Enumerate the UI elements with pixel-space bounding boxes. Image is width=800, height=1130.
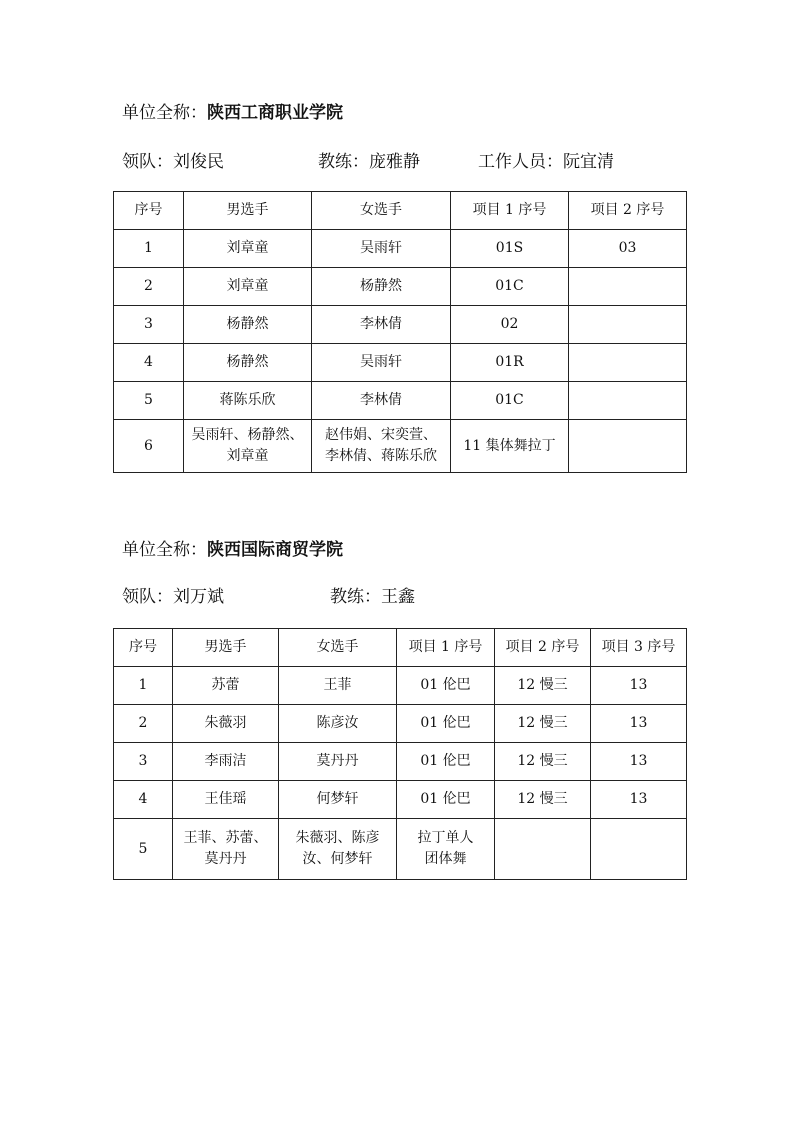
table-cell: 12 慢三 (495, 781, 591, 819)
table-cell: 12 慢三 (495, 743, 591, 781)
table-cell: 赵伟娟、宋奕萱、 李林倩、蒋陈乐欣 (312, 420, 451, 473)
table-cell: 何梦轩 (279, 781, 397, 819)
unit-name: 陕西工商职业学院 (207, 103, 343, 123)
header-cell: 项目 2 序号 (569, 192, 687, 230)
table-cell: 朱薇羽、陈彦 汝、何梦轩 (279, 819, 397, 880)
table-cell: 01C (451, 268, 569, 306)
table-cell: 12 慢三 (495, 705, 591, 743)
table-cell: 01C (451, 382, 569, 420)
unit-line-2 (122, 535, 343, 560)
table-cell: 王佳瑶 (173, 781, 279, 819)
table-cell: 陈彦汝 (279, 705, 397, 743)
table-cell: 01 伦巴 (397, 781, 495, 819)
table-cell: 蒋陈乐欣 (184, 382, 312, 420)
header-cell: 项目 1 序号 (451, 192, 569, 230)
table-cell: 01 伦巴 (397, 743, 495, 781)
header-cell: 女选手 (279, 629, 397, 667)
table-cell: 4 (114, 781, 173, 819)
table-cell (495, 819, 591, 880)
table-cell (569, 382, 687, 420)
table-cell: 1 (114, 667, 173, 705)
table-cell: 4 (114, 344, 184, 382)
leader: 领队：刘万斌 (122, 587, 224, 607)
roster-table-1 (113, 191, 687, 473)
table-cell: 3 (114, 306, 184, 344)
unit-name: 陕西国际商贸学院 (207, 540, 343, 560)
header-cell: 序号 (114, 192, 184, 230)
leader: 领队：刘俊民 (122, 152, 224, 172)
unit-line-1 (122, 98, 343, 123)
table-cell (569, 420, 687, 473)
table-cell (569, 344, 687, 382)
table-cell: 李林倩 (312, 382, 451, 420)
table-cell: 刘章童 (184, 268, 312, 306)
staff: 工作人员：阮宜清 (478, 152, 614, 172)
table-cell: 吴雨轩、杨静然、 刘章童 (184, 420, 312, 473)
roster-table-2 (113, 628, 687, 880)
table-cell: 李林倩 (312, 306, 451, 344)
table-cell: 吴雨轩 (312, 344, 451, 382)
table-cell: 12 慢三 (495, 667, 591, 705)
unit-label: 单位全称： (122, 540, 207, 560)
table-cell: 李雨洁 (173, 743, 279, 781)
table-row (114, 705, 687, 743)
table-cell: 杨静然 (184, 344, 312, 382)
table-header-row (114, 629, 687, 667)
table-cell (569, 306, 687, 344)
table-cell: 2 (114, 268, 184, 306)
table-cell: 02 (451, 306, 569, 344)
header-cell: 男选手 (173, 629, 279, 667)
table-cell (591, 819, 687, 880)
coach: 教练：庞雅静 (318, 152, 420, 172)
header-cell: 项目 1 序号 (397, 629, 495, 667)
table-cell: 13 (591, 781, 687, 819)
table-cell: 1 (114, 230, 184, 268)
table-cell: 苏蕾 (173, 667, 279, 705)
table-cell: 01 伦巴 (397, 705, 495, 743)
table-cell: 13 (591, 743, 687, 781)
table-cell: 13 (591, 705, 687, 743)
header-cell: 项目 2 序号 (495, 629, 591, 667)
table-cell: 01R (451, 344, 569, 382)
table-header-row (114, 192, 687, 230)
header-cell: 序号 (114, 629, 173, 667)
table-row (114, 667, 687, 705)
table-cell: 杨静然 (184, 306, 312, 344)
header-cell: 男选手 (184, 192, 312, 230)
header-cell: 女选手 (312, 192, 451, 230)
table-cell: 01 伦巴 (397, 667, 495, 705)
table-cell: 2 (114, 705, 173, 743)
table-cell: 刘章童 (184, 230, 312, 268)
coach: 教练：王鑫 (330, 587, 415, 607)
unit-label: 单位全称： (122, 103, 207, 123)
table-row (114, 819, 687, 880)
table-cell: 王菲 (279, 667, 397, 705)
table-cell (569, 268, 687, 306)
table-row (114, 382, 687, 420)
table-cell: 王菲、苏蕾、 莫丹丹 (173, 819, 279, 880)
table-cell: 01S (451, 230, 569, 268)
table-cell: 5 (114, 819, 173, 880)
table-row (114, 306, 687, 344)
table-row (114, 344, 687, 382)
table-cell: 13 (591, 667, 687, 705)
table-row (114, 743, 687, 781)
table-cell: 拉丁单人 团体舞 (397, 819, 495, 880)
table-cell: 03 (569, 230, 687, 268)
table-cell: 吴雨轩 (312, 230, 451, 268)
table-cell: 6 (114, 420, 184, 473)
table-cell: 11 集体舞拉丁 (451, 420, 569, 473)
table-cell: 朱薇羽 (173, 705, 279, 743)
table-cell: 杨静然 (312, 268, 451, 306)
table-row (114, 781, 687, 819)
table-cell: 莫丹丹 (279, 743, 397, 781)
table-row (114, 230, 687, 268)
header-cell: 项目 3 序号 (591, 629, 687, 667)
table-row (114, 420, 687, 473)
table-row (114, 268, 687, 306)
table-cell: 3 (114, 743, 173, 781)
table-cell: 5 (114, 382, 184, 420)
